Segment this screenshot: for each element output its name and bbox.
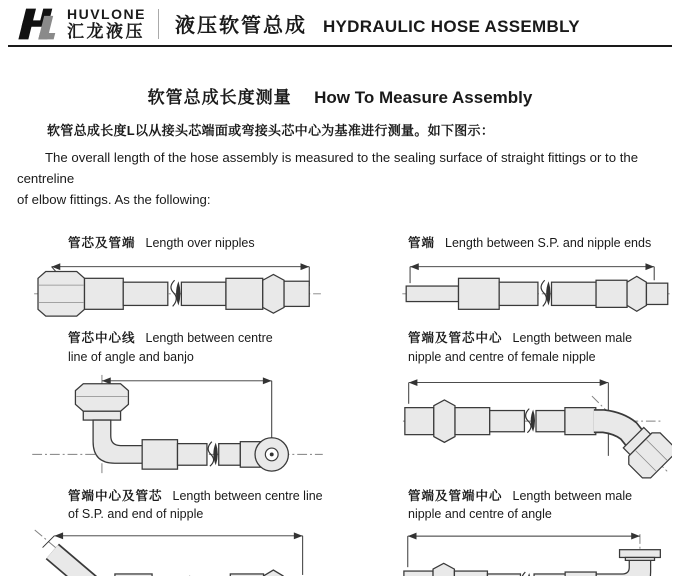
caption-en: Length between centre line of S.P. and end of nipple xyxy=(68,488,323,522)
male-nipple-centre-female-diagram xyxy=(400,371,672,479)
male-nipple-centre-angle-diagram xyxy=(400,528,672,576)
centre-sp-end-nipple-diagram xyxy=(30,528,325,576)
hose-assembly xyxy=(405,400,672,479)
header-divider xyxy=(158,9,159,39)
caption-en: Length between male nipple and centre of angle xyxy=(408,488,633,522)
caption-en: Length between centre line of angle and banjo xyxy=(68,331,273,364)
caption-cn: 管端中心及管芯 xyxy=(68,488,163,503)
figure-caption xyxy=(408,487,648,525)
diagram-grid xyxy=(30,210,680,576)
caption-cn: 管端及管芯中心 xyxy=(408,331,503,346)
caption-cn: 管端及管端中心 xyxy=(408,488,503,503)
page-title-cn: 液压软管总成 xyxy=(174,15,307,37)
figure-caption xyxy=(68,234,293,253)
centre-angle-banjo-diagram xyxy=(30,371,325,477)
figure-length-sp-nipple-ends xyxy=(400,210,680,319)
hl-logo-icon xyxy=(10,5,62,43)
flange xyxy=(620,550,661,558)
caption-cn: 管芯及管端 xyxy=(68,236,136,251)
figure-length-over-nipples xyxy=(30,210,400,319)
section-title-cn: 软管总成长度测量 xyxy=(147,88,292,107)
page-title xyxy=(175,9,580,38)
hose-assembly xyxy=(406,277,668,312)
caption-en: Length between S.P. and nipple ends xyxy=(445,236,652,251)
figure-caption xyxy=(408,329,648,367)
brand-name-en: HUVLONE xyxy=(67,6,146,22)
intro-en-line1: The overall length of the hose assembly is measured to the sealing surface of straight fittings or to the centreline xyxy=(17,150,639,187)
page-header xyxy=(0,0,680,44)
dimension-line xyxy=(102,377,272,449)
section-title xyxy=(0,83,680,108)
caption-cn: 管芯中心线 xyxy=(68,331,136,346)
figure-centre-sp-end-nipple xyxy=(30,479,400,576)
caption-en: Length over nipples xyxy=(145,236,255,251)
brand-logo xyxy=(10,5,146,43)
hose-assembly xyxy=(404,550,660,576)
hose-assembly xyxy=(52,552,310,576)
intro-en-line2: of elbow fittings. As the following: xyxy=(17,192,211,208)
section-title-en: How To Measure Assembly xyxy=(314,88,533,107)
dimension-line xyxy=(408,533,640,567)
brand-text xyxy=(67,7,146,40)
intro-paragraph-en xyxy=(17,147,664,210)
figure-caption xyxy=(68,329,293,367)
figure-male-nipple-centre-angle xyxy=(400,479,680,576)
page-title-en: HYDRAULIC HOSE ASSEMBLY xyxy=(322,17,580,36)
figure-centre-angle-banjo xyxy=(30,319,400,479)
figure-male-nipple-centre-female xyxy=(400,319,680,479)
length-over-nipples-diagram xyxy=(30,257,325,319)
figure-caption xyxy=(408,234,680,253)
figure-caption xyxy=(68,487,326,525)
length-sp-nipple-ends-diagram xyxy=(400,257,672,319)
brand-name-cn: 汇龙液压 xyxy=(67,22,145,41)
caption-en: Length between male nipple and centre of female nipple xyxy=(408,331,633,364)
hose-assembly xyxy=(75,383,288,470)
caption-cn: 管端 xyxy=(408,236,436,251)
header-rule xyxy=(8,45,672,47)
intro-paragraph-cn: 软管总成长度L以从接头芯端面或弯接头芯中心为基准进行测量。如下图示： xyxy=(47,123,495,138)
